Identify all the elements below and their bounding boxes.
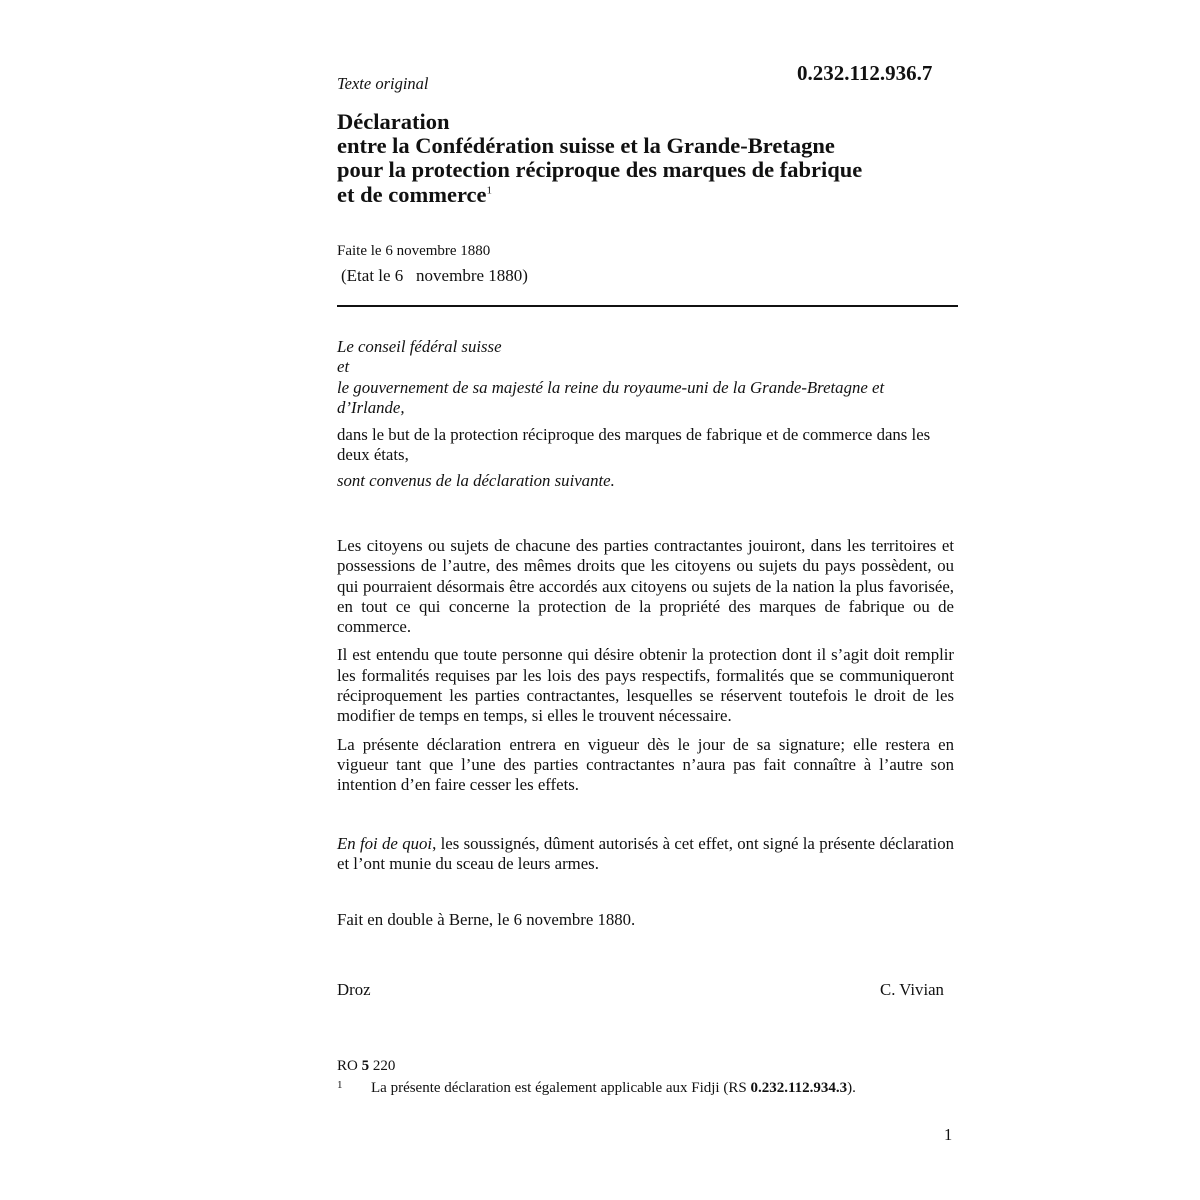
footnote (337, 1080, 856, 1097)
title-line: pour la protection réciproque des marques de fabrique (337, 157, 863, 183)
footnote-end: ). (847, 1080, 856, 1096)
title-line: Déclaration (337, 109, 450, 134)
signatory-right: C. Vivian (880, 980, 944, 999)
footnote-sr-link[interactable]: 0.232.112.934.3 (750, 1080, 848, 1096)
title-footnote-ref[interactable]: 1 (486, 184, 492, 197)
title-line: entre la Confédération suisse et la Grande-Bretagne (337, 133, 835, 159)
preamble-agreed: sont convenus de la déclaration suivante. (337, 471, 615, 490)
sr-number: 0.232.112.936.7 (797, 61, 933, 85)
in-witness-paragraph (337, 834, 954, 875)
document-title (337, 110, 957, 207)
ro-reference (337, 1058, 395, 1075)
party-britain: le gouvernement de sa majesté la reine du royaume-uni de la Grande-Bretagne et d’Irlande, (337, 377, 885, 417)
in-witness-lead: En foi de quoi (337, 834, 433, 853)
header-divider (337, 305, 958, 307)
done-at-line: Fait en double à Berne, le 6 novembre 1880. (337, 910, 636, 929)
preamble-parties (337, 337, 954, 418)
ro-page: 220 (372, 1058, 396, 1074)
in-witness-text: , les soussignés, dûment autorisés à cet effet, ont signé la présente déclaration et l’ont munie du sceau de leurs armes. (337, 834, 955, 874)
body-paragraph: La présente déclaration entrera en vigueur dès le jour de sa signature; elle restera en vigueur tant que l’une des parties contractantes n’aura pas fait connaître à l’autre son intention d’en faire cesser les effets. (337, 734, 954, 795)
ro-prefix: RO (337, 1058, 358, 1074)
signatory-left: Droz (337, 980, 371, 999)
ro-volume: 5 (361, 1058, 370, 1074)
body-paragraph: Les citoyens ou sujets de chacune des parties contractantes jouiront, dans les territoires et possessions de l’autre, des mêmes droits que les citoyens ou sujets du pays possèdent, ou qui pourraient désormais être accordés aux citoyens ou sujets de la nation la plus favorisée, en tout ce qui concerne la protection de la propriété des marques de fabrique ou de commerce. (337, 536, 954, 637)
footnote-text: La présente déclaration est également applicable aux Fidji (RS (371, 1080, 747, 1096)
title-line (337, 183, 957, 207)
body-paragraph: Il est entendu que toute personne qui désire obtenir la protection dont il s’agit doit remplir les formalités requises par les lois des pays respectifs, formalités que se communiqueront réciproquement les parties contractantes, lesquelles se réservent toutefois le droit de les modifier de temps en temps, si elles le trouvent nécessaire. (337, 645, 954, 726)
party-swiss: Le conseil fédéral suisse (337, 337, 502, 356)
party-conjunction: et (337, 357, 350, 377)
page-number: 1 (944, 1125, 953, 1144)
preamble-purpose: dans le but de la protection réciproque des marques de fabrique et de commerce dans les deux états, (337, 425, 931, 465)
date-state: (Etat le 6 novembre 1880) (341, 266, 528, 285)
date-made: Faite le 6 novembre 1880 (337, 243, 491, 259)
footnote-mark: 1 (337, 1079, 343, 1091)
original-text-label: Texte original (337, 74, 429, 93)
title-line-text: et de commerce (337, 181, 487, 207)
declaration-body (337, 536, 954, 804)
